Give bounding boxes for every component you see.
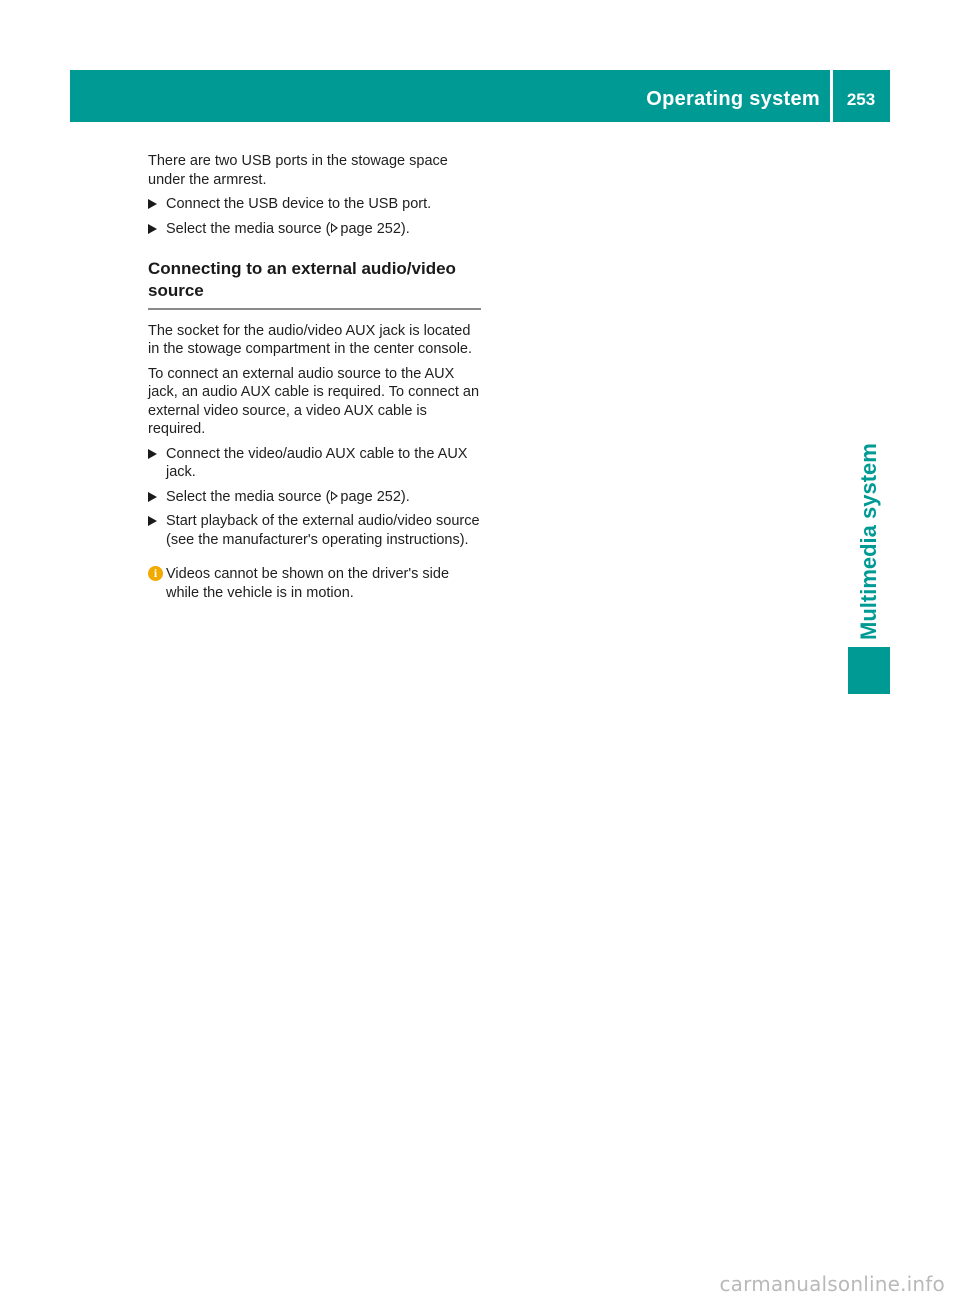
- step-text: Select the media source (: [166, 220, 331, 237]
- page-reference-link[interactable]: page 252).: [340, 220, 410, 237]
- step-select-source-aux: [148, 488, 481, 507]
- page-content: [148, 152, 481, 602]
- step-arrow-icon: [148, 224, 157, 234]
- intro-paragraph: There are two USB ports in the stowage space under the armrest.: [148, 153, 448, 188]
- step-connect-usb: [148, 195, 481, 214]
- step-arrow-icon: [148, 516, 157, 526]
- step-start-playback: [148, 512, 481, 549]
- note-text: Videos cannot be shown on the driver's side while the vehicle is in motion.: [166, 566, 450, 601]
- side-tab-label: Multimedia system: [856, 443, 881, 640]
- heading-rule: [148, 308, 481, 310]
- side-tab-marker: [848, 647, 890, 694]
- page-number: 253: [846, 90, 876, 109]
- section-title: Operating system: [646, 88, 820, 110]
- step-text: Connect the USB device to the USB port.: [166, 196, 432, 212]
- info-icon: i: [148, 566, 163, 581]
- step-text: Select the media source (: [166, 488, 331, 505]
- step-text: Connect the video/audio AUX cable to the AUX jack.: [166, 445, 468, 480]
- section-heading: Connecting to an external audio/video source: [148, 259, 456, 300]
- header-divider: [830, 70, 833, 122]
- page-reference-icon: [331, 223, 338, 233]
- step-arrow-icon: [148, 492, 157, 502]
- info-note: [148, 565, 481, 602]
- step-text: Start playback of the external audio/video source (see the manufacturer's operating instructions).: [166, 513, 480, 548]
- page-reference-icon: [331, 491, 338, 501]
- socket-paragraph: The socket for the audio/video AUX jack is located in the stowage compartment in the center console.: [148, 322, 473, 357]
- watermark: carmanualsonline.info: [719, 1272, 945, 1296]
- step-arrow-icon: [148, 199, 157, 209]
- step-connect-aux: [148, 445, 481, 482]
- step-arrow-icon: [148, 449, 157, 459]
- step-select-source: [148, 220, 481, 239]
- page-reference-link[interactable]: page 252).: [340, 488, 410, 505]
- connect-paragraph: To connect an external audio source to the AUX jack, an audio AUX cable is required. To connect an external video source, a video AUX cable is required.: [148, 365, 480, 437]
